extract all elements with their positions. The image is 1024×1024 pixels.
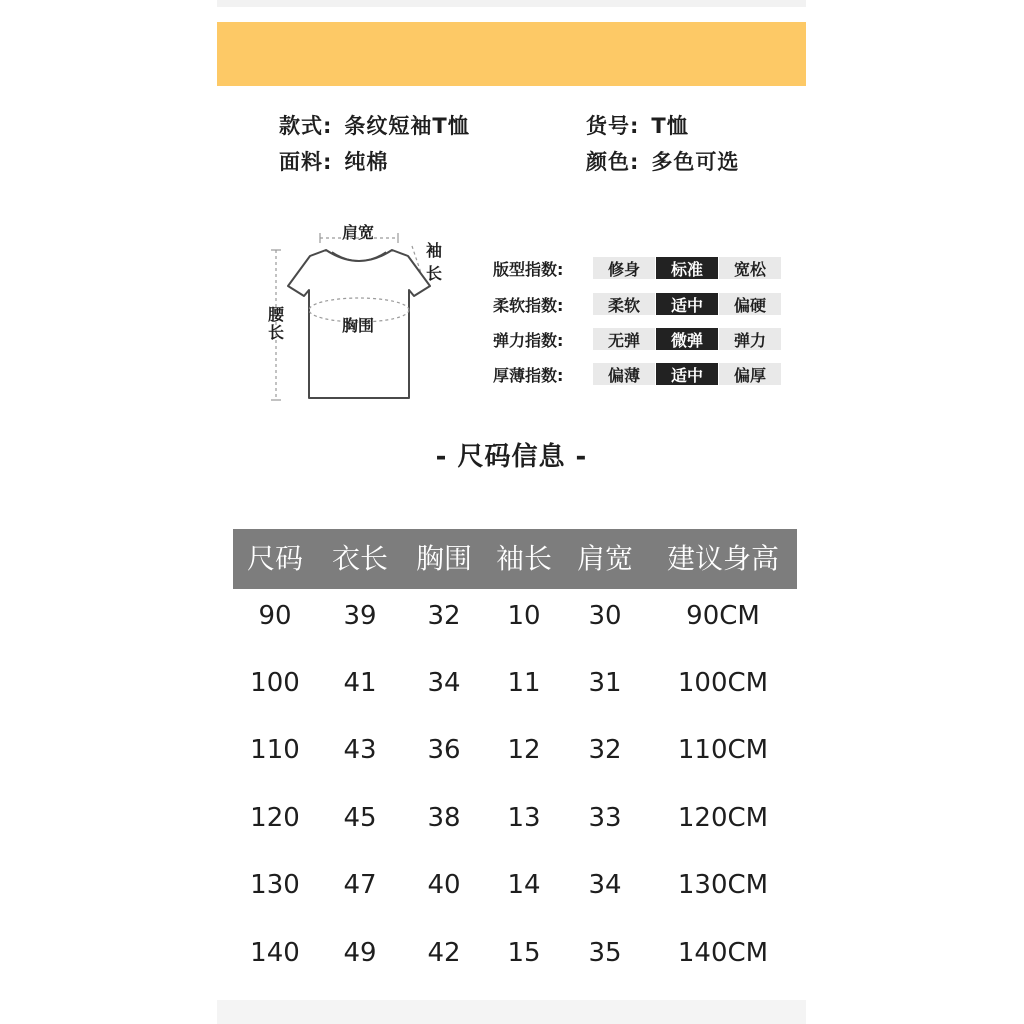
index-option: 修身 bbox=[593, 257, 655, 279]
cell-shoulder: 34 bbox=[588, 870, 622, 900]
spec-item-value: T恤 bbox=[651, 114, 689, 138]
table-row bbox=[233, 798, 797, 838]
cell-height: 130CM bbox=[677, 870, 769, 900]
spec-style bbox=[279, 110, 470, 140]
cell-size: 90 bbox=[258, 601, 292, 631]
header-shoulder: 肩宽 bbox=[576, 542, 634, 575]
index-row-fit bbox=[493, 256, 782, 280]
index-option: 偏薄 bbox=[593, 363, 655, 385]
bottom-divider bbox=[217, 1000, 806, 1024]
cell-height: 110CM bbox=[677, 735, 769, 765]
spec-item-number bbox=[586, 110, 689, 140]
index-option-selected: 适中 bbox=[656, 293, 718, 315]
cell-shoulder: 30 bbox=[588, 601, 622, 631]
diagram-chest-label: 胸围 bbox=[342, 316, 375, 335]
header-sleeve: 袖长 bbox=[495, 542, 553, 575]
spec-color bbox=[586, 146, 739, 176]
spec-color-value: 多色可选 bbox=[651, 150, 740, 174]
cell-sleeve: 15 bbox=[507, 938, 541, 968]
cell-sleeve: 10 bbox=[507, 601, 541, 631]
cell-length: 43 bbox=[343, 735, 377, 765]
diagram-shoulder-label: 肩宽 bbox=[342, 223, 375, 242]
cell-size: 100 bbox=[250, 668, 300, 698]
diagram-length-label-bottom: 长 bbox=[268, 323, 285, 342]
cell-shoulder: 31 bbox=[588, 668, 622, 698]
spec-item-label: 货号: bbox=[586, 114, 640, 138]
cell-length: 45 bbox=[343, 803, 377, 833]
section-title: - 尺码信息 - bbox=[435, 442, 588, 472]
spec-fabric-value: 纯棉 bbox=[344, 150, 389, 174]
cell-size: 130 bbox=[250, 870, 300, 900]
top-divider bbox=[217, 0, 806, 7]
index-option: 偏厚 bbox=[719, 363, 781, 385]
cell-length: 41 bbox=[343, 668, 377, 698]
index-label: 版型指数: bbox=[493, 259, 564, 279]
cell-chest: 42 bbox=[427, 938, 461, 968]
index-row-softness bbox=[493, 292, 782, 316]
spec-style-value: 条纹短袖T恤 bbox=[344, 114, 470, 138]
index-option-selected: 适中 bbox=[656, 363, 718, 385]
table-row bbox=[233, 596, 797, 636]
index-option-selected: 标准 bbox=[656, 257, 718, 279]
size-table-header bbox=[233, 529, 797, 589]
cell-sleeve: 13 bbox=[507, 803, 541, 833]
index-row-thickness bbox=[493, 362, 782, 386]
tshirt-diagram bbox=[262, 212, 442, 408]
cell-length: 47 bbox=[343, 870, 377, 900]
cell-length: 49 bbox=[343, 938, 377, 968]
cell-shoulder: 32 bbox=[588, 735, 622, 765]
cell-chest: 40 bbox=[427, 870, 461, 900]
banner bbox=[217, 22, 806, 86]
spec-color-label: 颜色: bbox=[586, 150, 640, 174]
index-option: 弹力 bbox=[719, 328, 781, 350]
cell-shoulder: 33 bbox=[588, 803, 622, 833]
header-size: 尺码 bbox=[246, 542, 304, 575]
index-option-selected: 微弹 bbox=[656, 328, 718, 350]
table-row bbox=[233, 730, 797, 770]
spec-fabric bbox=[279, 146, 388, 176]
cell-size: 140 bbox=[250, 938, 300, 968]
header-height: 建议身高 bbox=[666, 542, 780, 575]
cell-height: 120CM bbox=[677, 803, 769, 833]
diagram-length-label-top: 腰 bbox=[268, 305, 285, 324]
index-row-elasticity bbox=[493, 327, 782, 351]
header-chest: 胸围 bbox=[415, 542, 473, 575]
cell-height: 140CM bbox=[677, 938, 769, 968]
table-row bbox=[233, 663, 797, 703]
cell-size: 120 bbox=[250, 803, 300, 833]
cell-chest: 34 bbox=[427, 668, 461, 698]
cell-sleeve: 11 bbox=[507, 668, 541, 698]
cell-sleeve: 12 bbox=[507, 735, 541, 765]
cell-shoulder: 35 bbox=[588, 938, 622, 968]
header-length: 衣长 bbox=[331, 542, 389, 575]
index-label: 厚薄指数: bbox=[493, 365, 564, 385]
spec-style-label: 款式: bbox=[279, 114, 333, 138]
index-option: 偏硬 bbox=[719, 293, 781, 315]
index-option: 无弹 bbox=[593, 328, 655, 350]
index-option: 宽松 bbox=[719, 257, 781, 279]
index-label: 弹力指数: bbox=[493, 330, 564, 350]
cell-chest: 36 bbox=[427, 735, 461, 765]
index-option: 柔软 bbox=[593, 293, 655, 315]
cell-chest: 32 bbox=[427, 601, 461, 631]
cell-height: 100CM bbox=[677, 668, 769, 698]
cell-size: 110 bbox=[250, 735, 300, 765]
diagram-sleeve-label: 袖长 bbox=[426, 241, 443, 283]
cell-chest: 38 bbox=[427, 803, 461, 833]
index-label: 柔软指数: bbox=[493, 295, 564, 315]
table-row bbox=[233, 933, 797, 973]
cell-sleeve: 14 bbox=[507, 870, 541, 900]
cell-height: 90CM bbox=[686, 601, 760, 631]
cell-length: 39 bbox=[343, 601, 377, 631]
spec-fabric-label: 面料: bbox=[279, 150, 333, 174]
table-row bbox=[233, 865, 797, 905]
size-table bbox=[233, 529, 797, 968]
